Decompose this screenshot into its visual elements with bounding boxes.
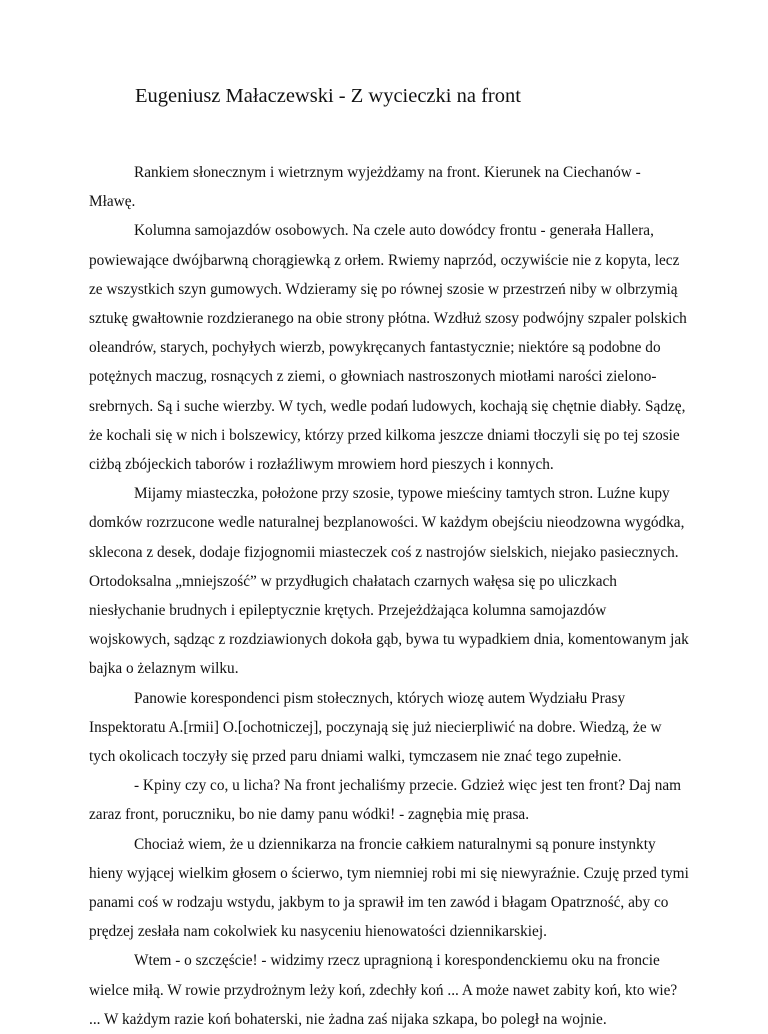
document-body [89, 158, 689, 1034]
document-title: Eugeniusz Małaczewski - Z wycieczki na front [135, 85, 521, 107]
paragraph-3: Mijamy miasteczka, położone przy szosie, typowe mieściny tamtych stron. Luźne kupy domków rozrzucone wedle naturalnej bezplanowości. W każdym obejściu nieodzowna wygódka, sklecona z desek, dodaje fizjognomii miasteczek coś z nastrojów sielskich, niejako pasiecznych. Ortodoksalna „mniejszość” w przydługich chałatach czarnych wałęsa się po uliczkach niesłychanie brudnych i epileptycznie krętych. Przejeżdżająca kolumna samojazdów wojskowych, sądząc z rozdziawionych dokoła gąb, bywa tu wypadkiem dnia, komentowanym jak bajka o żelaznym wilku. [89, 485, 689, 678]
paragraph-6: Chociaż wiem, że u dziennikarza na froncie całkiem naturalnymi są ponure instynkty hieny wyjącej wielkim głosem o ścierwo, tym niemniej robi mi się niewyraźnie. Czuję przed tymi panami coś w rodzaju wstydu, jakbym to ja sprawił im ten zawód i błagam Opatrzność, aby co prędzej zesłała nam cokolwiek ku nasyceniu hienowatości dziennikarskiej. [89, 835, 689, 941]
paragraph-5: - Kpiny czy co, u licha? Na front jechaliśmy przecie. Gdzież więc jest ten front? Daj nam zaraz front, poruczniku, bo nie damy panu wódki! - zagnębia mię prasa. [89, 777, 682, 824]
paragraph-7: Wtem - o szczęście! - widzimy rzecz upragnioną i korespondenckiemu oku na froncie wielce miłą. W rowie przydrożnym leży koń, zdechły koń ... A może nawet zabity koń, kto wie? ... W każdym razie koń bohaterski, nie żadna zaś nijaka szkapa, bo poległ na wojnie. [89, 952, 678, 1028]
paragraph-4: Panowie korespondenci pism stołecznych, których wiozę autem Wydziału Prasy Inspektoratu A.[rmii] O.[ochotniczej], poczynają się już niecierpliwić na dobre. Wiedzą, że w tych okolicach toczyły się przed paru dniami walki, tymczasem nie znać tego zupełnie. [89, 689, 662, 766]
paragraph-2: Kolumna samojazdów osobowych. Na czele auto dowódcy frontu - generała Hallera, powiewające dwójbarwną chorągiewką z orłem. Rwiemy naprzód, oczywiście nie z kopyta, lecz ze wszystkich szyn gumowych. Wdzieramy się po równej szosie w przestrzeń niby w olbrzymią sztukę gwałtownie rozdzieranego na obie strony płótna. Wzdłuż szosy podwójny szpaler polskich oleandrów, starych, pochyłych wierzb, powykręcanych fantastycznie; niektóre są podobne do potężnych maczug, rosnących z ziemi, o głowniach nastroszonych miotłami narości zielono-srebrnych. Są i suche wierzby. W tych, wedle podań ludowych, kochają się chętnie diabły. Sądzę, że kochali się w nich i bolszewicy, którzy przed kilkoma jeszcze dniami tłoczyli się po tej szosie ciżbą zbójeckich taborów i rozłaźliwym mrowiem hord pieszych i konnych. [89, 222, 687, 474]
paragraph-1: Rankiem słonecznym i wietrznym wyjeżdżamy na front. Kierunek na Ciechanów - Mławę. [89, 164, 641, 211]
